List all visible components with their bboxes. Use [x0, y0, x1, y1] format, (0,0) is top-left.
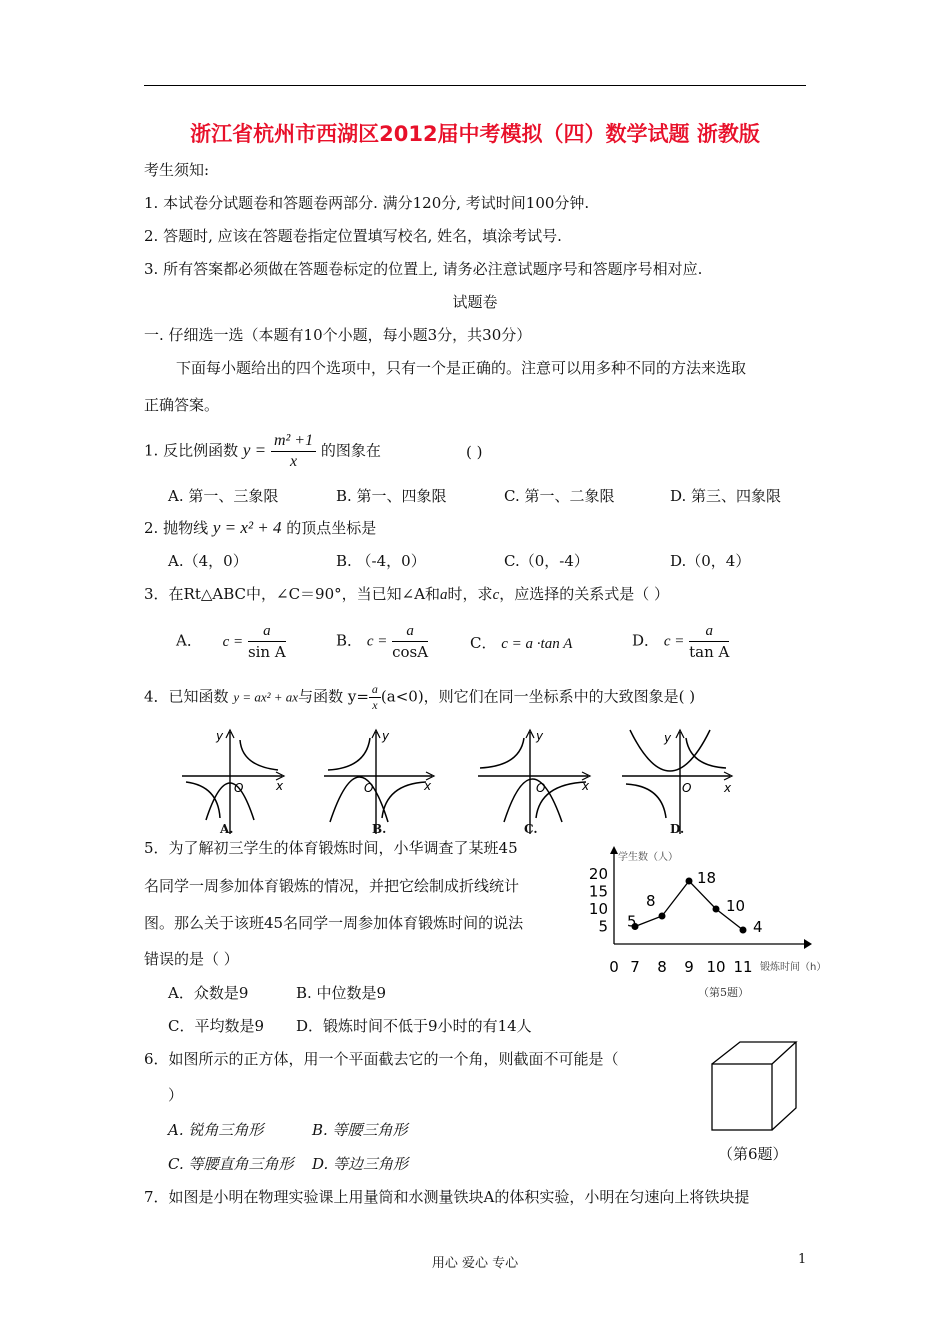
q6-cube-figure: [700, 1038, 804, 1136]
q5-option: D．锻炼时间不低于9小时的有14人: [296, 1017, 532, 1035]
q1-prefix: 1. 反比例函数: [144, 441, 239, 460]
q4-graph-label: C.: [524, 822, 538, 836]
q3-option-fraction: [689, 621, 729, 662]
y-axis-title: 学生数（人）: [618, 852, 678, 863]
y-tick-label: 5: [598, 917, 608, 936]
q2-suffix: 的顶点坐标是: [286, 519, 377, 537]
q3-text3: ，应选择的关系式是（ ）: [499, 585, 670, 603]
q4-function-1: y = ax² + ax: [233, 689, 299, 705]
x-tick-label: 10: [706, 958, 726, 976]
q5-line-chart: [580, 838, 840, 1000]
x-axis-label: x: [424, 779, 432, 793]
q1-answer-bracket: ( ): [466, 443, 483, 461]
q6-caption: （第6题）: [718, 1145, 788, 1163]
q3-option-a: [176, 621, 286, 662]
x-tick-label: 11: [733, 958, 753, 976]
page-number: 1: [798, 1252, 807, 1267]
q6-line: 6．如图所示的正方体，用一个平面截去它的一个角，则截面不可能是（: [144, 1050, 619, 1068]
q1-numerator: m² +1: [271, 431, 316, 452]
q5-option: A．众数是9: [168, 984, 249, 1002]
x-axis-title: 锻炼时间（h）: [760, 962, 827, 973]
y-axis-label: y: [536, 729, 544, 743]
q3-option-lhs: c =: [222, 633, 244, 650]
q3-numerator: a: [689, 621, 729, 642]
q1-option: A. 第一、三象限: [168, 487, 279, 505]
q6-option: C. 等腰直角三角形: [168, 1155, 294, 1173]
top-rule: [144, 85, 806, 86]
q1-formula-lhs: y =: [242, 440, 267, 460]
data-label: 10: [726, 897, 746, 915]
q4-mid: 与函数 y=: [298, 687, 369, 706]
question-3: [144, 584, 669, 605]
q3-option-fraction: [392, 621, 428, 662]
q3-numerator: a: [248, 621, 286, 642]
question-2: [144, 518, 376, 538]
paper-label: 试题卷: [452, 293, 498, 311]
data-point: [686, 878, 693, 885]
data-point: [659, 913, 666, 920]
q6-option: D. 等边三角形: [312, 1155, 409, 1173]
origin-label: O: [234, 781, 244, 795]
q4-numerator: a: [369, 682, 381, 698]
data-label: 5: [627, 912, 637, 931]
q6-line: ）: [168, 1086, 184, 1104]
x-tick-label: 0: [609, 958, 619, 976]
x-axis-label: x: [276, 779, 284, 793]
q2-formula: y = x² + 4: [212, 518, 282, 537]
q2-prefix: 2. 抛物线: [144, 519, 209, 537]
x-tick-label: 8: [657, 958, 667, 976]
origin-label: O: [536, 781, 546, 795]
data-label: 4: [753, 918, 763, 936]
x-tick-label: 9: [684, 958, 694, 976]
q5-caption: （第5题）: [698, 986, 749, 999]
q6-option: A. 锐角三角形: [168, 1121, 264, 1139]
page-title: 浙江省杭州市西湖区2012届中考模拟（四）数学试题 浙教版: [190, 122, 760, 146]
q3-text2: 时，求: [447, 585, 493, 603]
q3-option-lhs: c =: [663, 633, 685, 650]
q1-fraction: [271, 431, 316, 472]
q1-suffix: 的图象在: [320, 441, 381, 460]
q3-text: 3．在Rt△ABC中，∠C＝90°，当已知∠A和: [144, 585, 441, 603]
y-tick-label: 20: [588, 865, 608, 883]
x-axis-label: x: [724, 781, 732, 795]
y-axis-label: y: [664, 731, 672, 745]
section-intro: 正确答案。: [144, 396, 220, 414]
q1-denominator: x: [289, 453, 298, 470]
q4-suffix: ，则它们在同一坐标系中的大致图象是( ): [423, 687, 696, 706]
q7-line: 7．如图是小明在物理实验课上用量筒和水测量铁块A的体积实验，小明在匀速向上将铁块提: [144, 1188, 750, 1206]
notice-item: 3. 所有答案都必须做在答题卷标定的位置上, 请务必注意试题序号和答题序号相对应.: [144, 260, 703, 278]
q3-var-a: a: [440, 587, 448, 603]
y-axis-arrow: [610, 846, 618, 854]
q4-prefix: 4．已知函数: [144, 687, 229, 706]
data-point: [740, 927, 747, 934]
q5-option: C．平均数是9: [168, 1017, 265, 1035]
footer-text: 用心 爱心 专心: [431, 1256, 519, 1271]
q3-var-c: c: [492, 587, 500, 603]
x-tick-label: 7: [630, 958, 640, 976]
q3-option-label: D．: [632, 631, 660, 650]
q2-option: D.（0，4）: [670, 552, 751, 570]
q2-option: A.（4，0）: [168, 552, 248, 570]
origin-label: O: [364, 781, 374, 795]
q5-line: 名同学一周参加体育锻炼的情况，并把它绘制成折线统计: [144, 877, 520, 895]
q3-denominator: cosA: [392, 643, 429, 661]
q4-fraction: [369, 682, 381, 713]
q4-graph-label: B.: [372, 822, 387, 836]
q1-option: B. 第一、四象限: [336, 487, 447, 505]
notice-item: 1. 本试卷分试题卷和答题卷两部分. 满分120分, 考试时间100分钟.: [144, 194, 590, 212]
question-4: [144, 682, 695, 713]
section-intro: 下面每小题给出的四个选项中，只有一个是正确的。注意可以用多种不同的方法来选取: [176, 359, 747, 377]
q5-option: B. 中位数是9: [296, 984, 387, 1002]
y-tick-label: 10: [588, 900, 608, 918]
q2-option: C.（0，-4）: [504, 552, 589, 570]
q3-option-c: [470, 633, 572, 654]
notice-heading: 考生须知:: [144, 161, 210, 179]
q4-graph-label: D.: [670, 822, 685, 836]
y-axis-label: y: [382, 729, 390, 743]
q4-graph-label: A.: [220, 822, 234, 836]
data-label: 18: [697, 869, 717, 887]
data-label: 8: [646, 892, 656, 910]
q3-option-lhs: c =: [366, 633, 388, 650]
data-point: [713, 906, 720, 913]
q3-option-label: C．: [470, 634, 497, 652]
q2-option: B. （-4，0）: [336, 552, 426, 570]
q5-line: 5．为了解初三学生的体育锻炼时间，小华调查了某班45: [144, 839, 518, 857]
x-axis-label: x: [582, 779, 590, 793]
section-heading: 一. 仔细选一选（本题有10个小题，每小题3分，共30分）: [144, 326, 532, 344]
q4-denominator: x: [372, 698, 378, 712]
q1-option: D. 第三、四象限: [670, 487, 782, 505]
question-1: [144, 431, 381, 472]
q3-denominator: sin A: [247, 643, 286, 661]
notice-item: 2. 答题时, 应该在答题卷指定位置填写校名, 姓名，填涂考试号.: [144, 227, 562, 245]
q3-option-fraction: [248, 621, 286, 662]
y-tick-label: 15: [588, 882, 608, 901]
q3-option-d: [632, 621, 729, 662]
q3-option-b: [336, 621, 428, 662]
q1-option: C. 第一、二象限: [504, 487, 615, 505]
q4-condition: (a<0): [380, 687, 424, 706]
q3-option-label: A．: [176, 631, 202, 650]
q3-option-label: B．: [336, 631, 363, 650]
q3-option-expr: c = a ·tan A: [501, 636, 573, 652]
q5-line: 错误的是（ ）: [144, 950, 239, 968]
q3-denominator: tan A: [689, 643, 730, 661]
y-axis-label: y: [216, 729, 224, 743]
q5-line: 图。那么关于该班45名同学一周参加体育锻炼时间的说法: [144, 914, 524, 932]
q6-option: B. 等腰三角形: [312, 1121, 408, 1139]
origin-label: O: [682, 781, 692, 795]
x-axis-arrow: [804, 939, 812, 949]
q3-numerator: a: [392, 621, 428, 642]
